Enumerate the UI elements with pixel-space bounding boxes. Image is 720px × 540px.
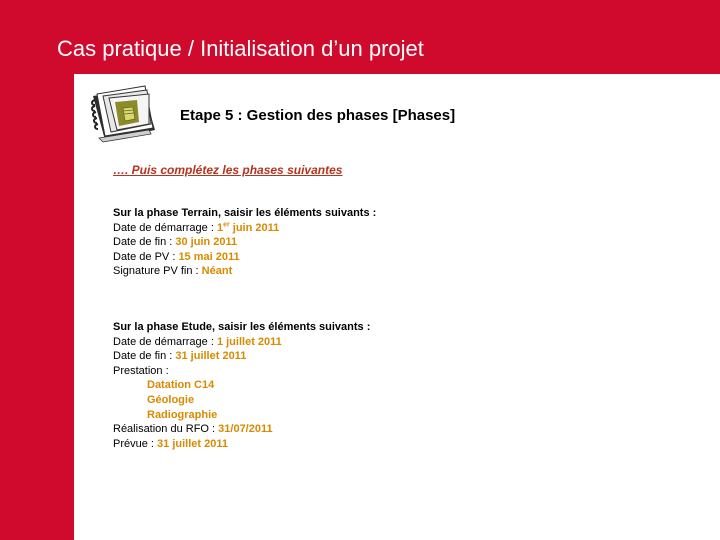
terrain-start-rest: juin 2011 <box>229 221 280 234</box>
prestation-item: Radiographie <box>147 408 218 421</box>
terrain-pv-value: 15 mai 2011 <box>178 250 240 263</box>
terrain-heading: Sur la phase Terrain, saisir les éléments suivants : <box>113 207 377 219</box>
etude-prestation-label: Prestation : <box>113 364 169 377</box>
terrain-signature-label: Signature PV fin : <box>113 265 202 278</box>
etude-rfo-label: Réalisation du RFO : <box>113 423 219 436</box>
prestation-item: Géologie <box>147 393 195 406</box>
etude-heading: Sur la phase Etude, saisir les éléments suivants : <box>113 321 371 333</box>
terrain-end-value: 30 juin 2011 <box>175 236 238 249</box>
left-side-band <box>0 74 74 540</box>
book-icon <box>89 84 161 146</box>
etude-rfo-value: 31/07/2011 <box>218 423 273 436</box>
terrain-phase-block <box>113 206 376 279</box>
etude-start-value: 1 juillet 2011 <box>216 335 282 348</box>
terrain-end-date-line <box>113 235 376 250</box>
etude-end-label: Date de fin : <box>113 350 176 363</box>
etude-prevue-label: Prévue : <box>113 437 158 450</box>
etude-prevue-value: 31 juillet 2011 <box>157 437 228 450</box>
subtitle-link: …. Puis complétez les phases suivantes <box>113 163 343 177</box>
etude-rfo-line <box>113 422 370 437</box>
prestation-item: Datation C14 <box>147 379 215 392</box>
slide-title: Cas pratique / Initialisation d’un projet <box>57 36 424 61</box>
etude-end-value: 31 juillet 2011 <box>175 350 247 363</box>
terrain-pv-label: Date de PV : <box>113 250 179 263</box>
terrain-start-date-line <box>113 221 376 236</box>
terrain-signature-value: Néant <box>201 265 233 278</box>
etude-start-date-line <box>113 335 370 350</box>
terrain-pv-date-line <box>113 250 376 265</box>
terrain-end-label: Date de fin : <box>113 236 176 249</box>
etude-phase-block <box>113 320 370 451</box>
etude-start-label: Date de démarrage : <box>113 335 217 348</box>
etude-end-date-line <box>113 349 370 364</box>
terrain-start-day: 1 <box>216 221 224 234</box>
etude-prevue-line <box>113 437 370 452</box>
terrain-start-sup: er <box>223 220 230 228</box>
terrain-start-label: Date de démarrage : <box>113 221 217 234</box>
terrain-signature-line <box>113 264 376 279</box>
step-heading: Etape 5 : Gestion des phases [Phases] <box>180 107 456 124</box>
